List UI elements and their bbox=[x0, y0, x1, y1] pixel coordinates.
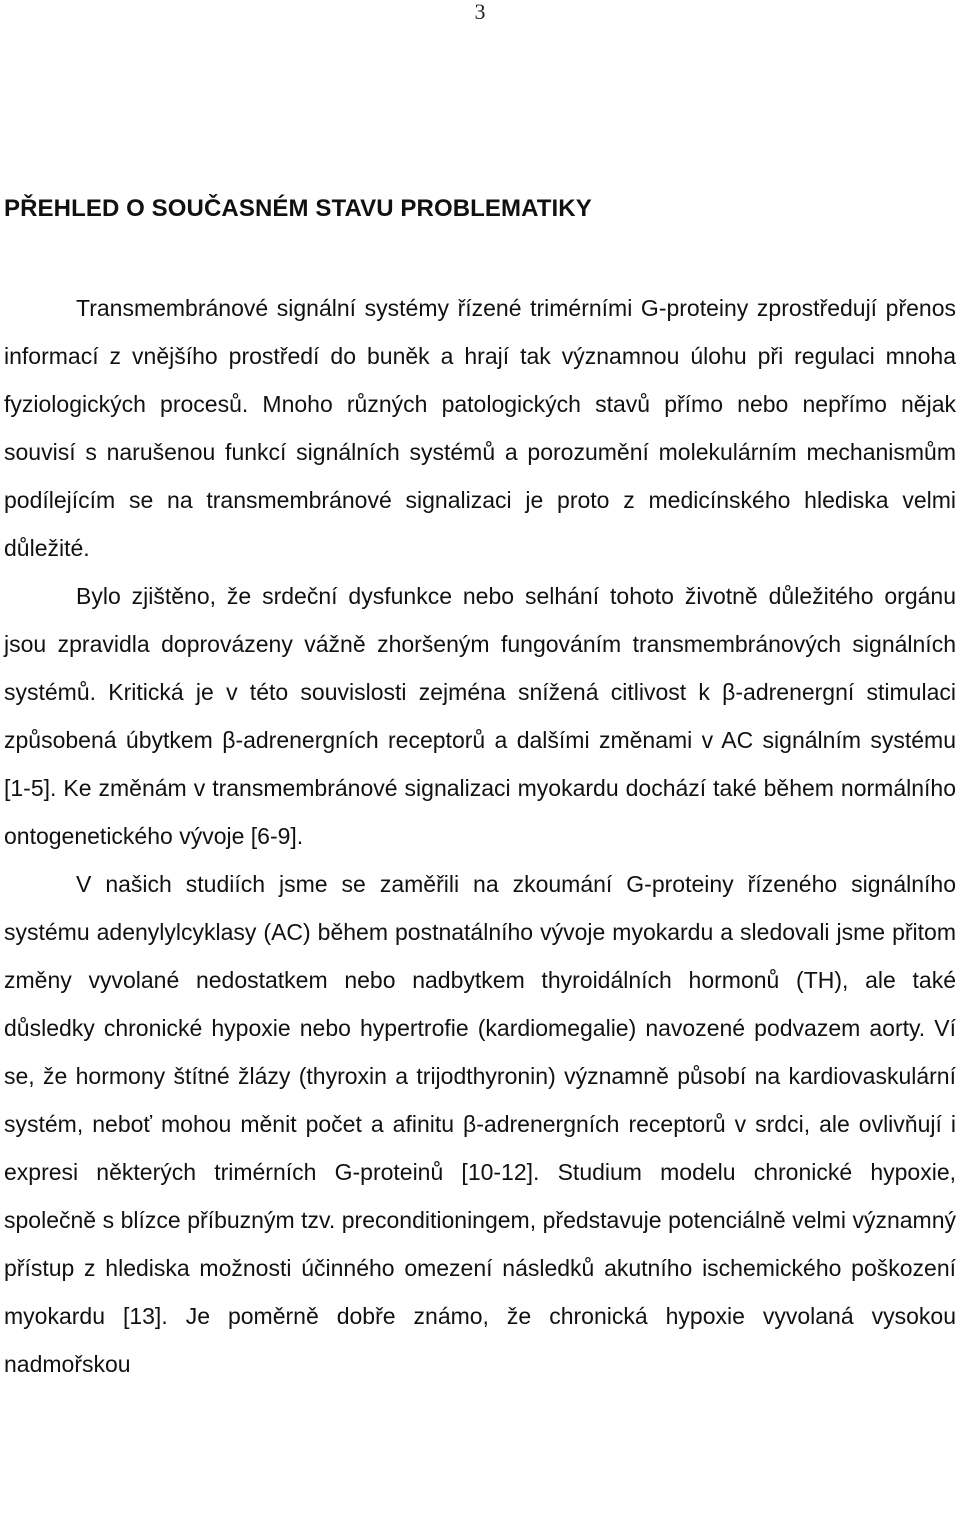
paragraph-3: V našich studiích jsme se zaměřili na zkoumání G-proteiny řízeného signálního systému adenylylcyklasy (AC) během postnatálního vývoje myokardu a sledovali jsme přitom změny vyvolané nedostatkem nebo nadbytkem thyroidálních hormonů (TH), ale také důsledky chronické hypoxie nebo hypertrofie (kardiomegalie) navozené podvazem aorty. Ví se, že hormony štítné žlázy (thyroxin a trijodthyronin) významně působí na kardiovaskulární systém, neboť mohou měnit počet a afinitu β-adrenergních receptorů v srdci, ale ovlivňují i expresi některých trimérních G-proteinů [10-12]. Studium modelu chronické hypoxie, společně s blízce příbuzným tzv. preconditioningem, představuje potenciálně velmi významný přístup z hlediska možnosti účinného omezení následků akutního ischemického poškození myokardu [13]. Je poměrně dobře známo, že chronická hypoxie vyvolaná vysokou nadmořskou bbox=[4, 871, 956, 1377]
paragraph-2: Bylo zjištěno, že srdeční dysfunkce nebo selhání tohoto životně důležitého orgánu jsou zpravidla doprovázeny vážně zhoršeným fungováním transmembránových signálních systémů. Kritická je v této souvislosti zejména snížená citlivost k β-adrenergní stimulaci způsobená úbytkem β-adrenergních receptorů a dalšími změnami v AC signálním systému [1-5]. Ke změnám v transmembránové signalizaci myokardu dochází také během normálního ontogenetického vývoje [6-9]. bbox=[4, 583, 956, 849]
body-text bbox=[4, 284, 956, 1388]
section-heading: PŘEHLED O SOUČASNÉM STAVU PROBLEMATIKY bbox=[4, 195, 592, 222]
page-number: 3 bbox=[474, 0, 486, 24]
paragraph-1: Transmembránové signální systémy řízené trimérními G-proteiny zprostředují přenos informací z vnějšího prostředí do buněk a hrají tak významnou úlohu při regulaci mnoha fyziologických procesů. Mnoho různých patologických stavů přímo nebo nepřímo nějak souvisí s narušenou funkcí signálních systémů a porozumění molekulárním mechanismům podílejícím se na transmembránové signalizaci je proto z medicínského hlediska velmi důležité. bbox=[4, 295, 956, 561]
